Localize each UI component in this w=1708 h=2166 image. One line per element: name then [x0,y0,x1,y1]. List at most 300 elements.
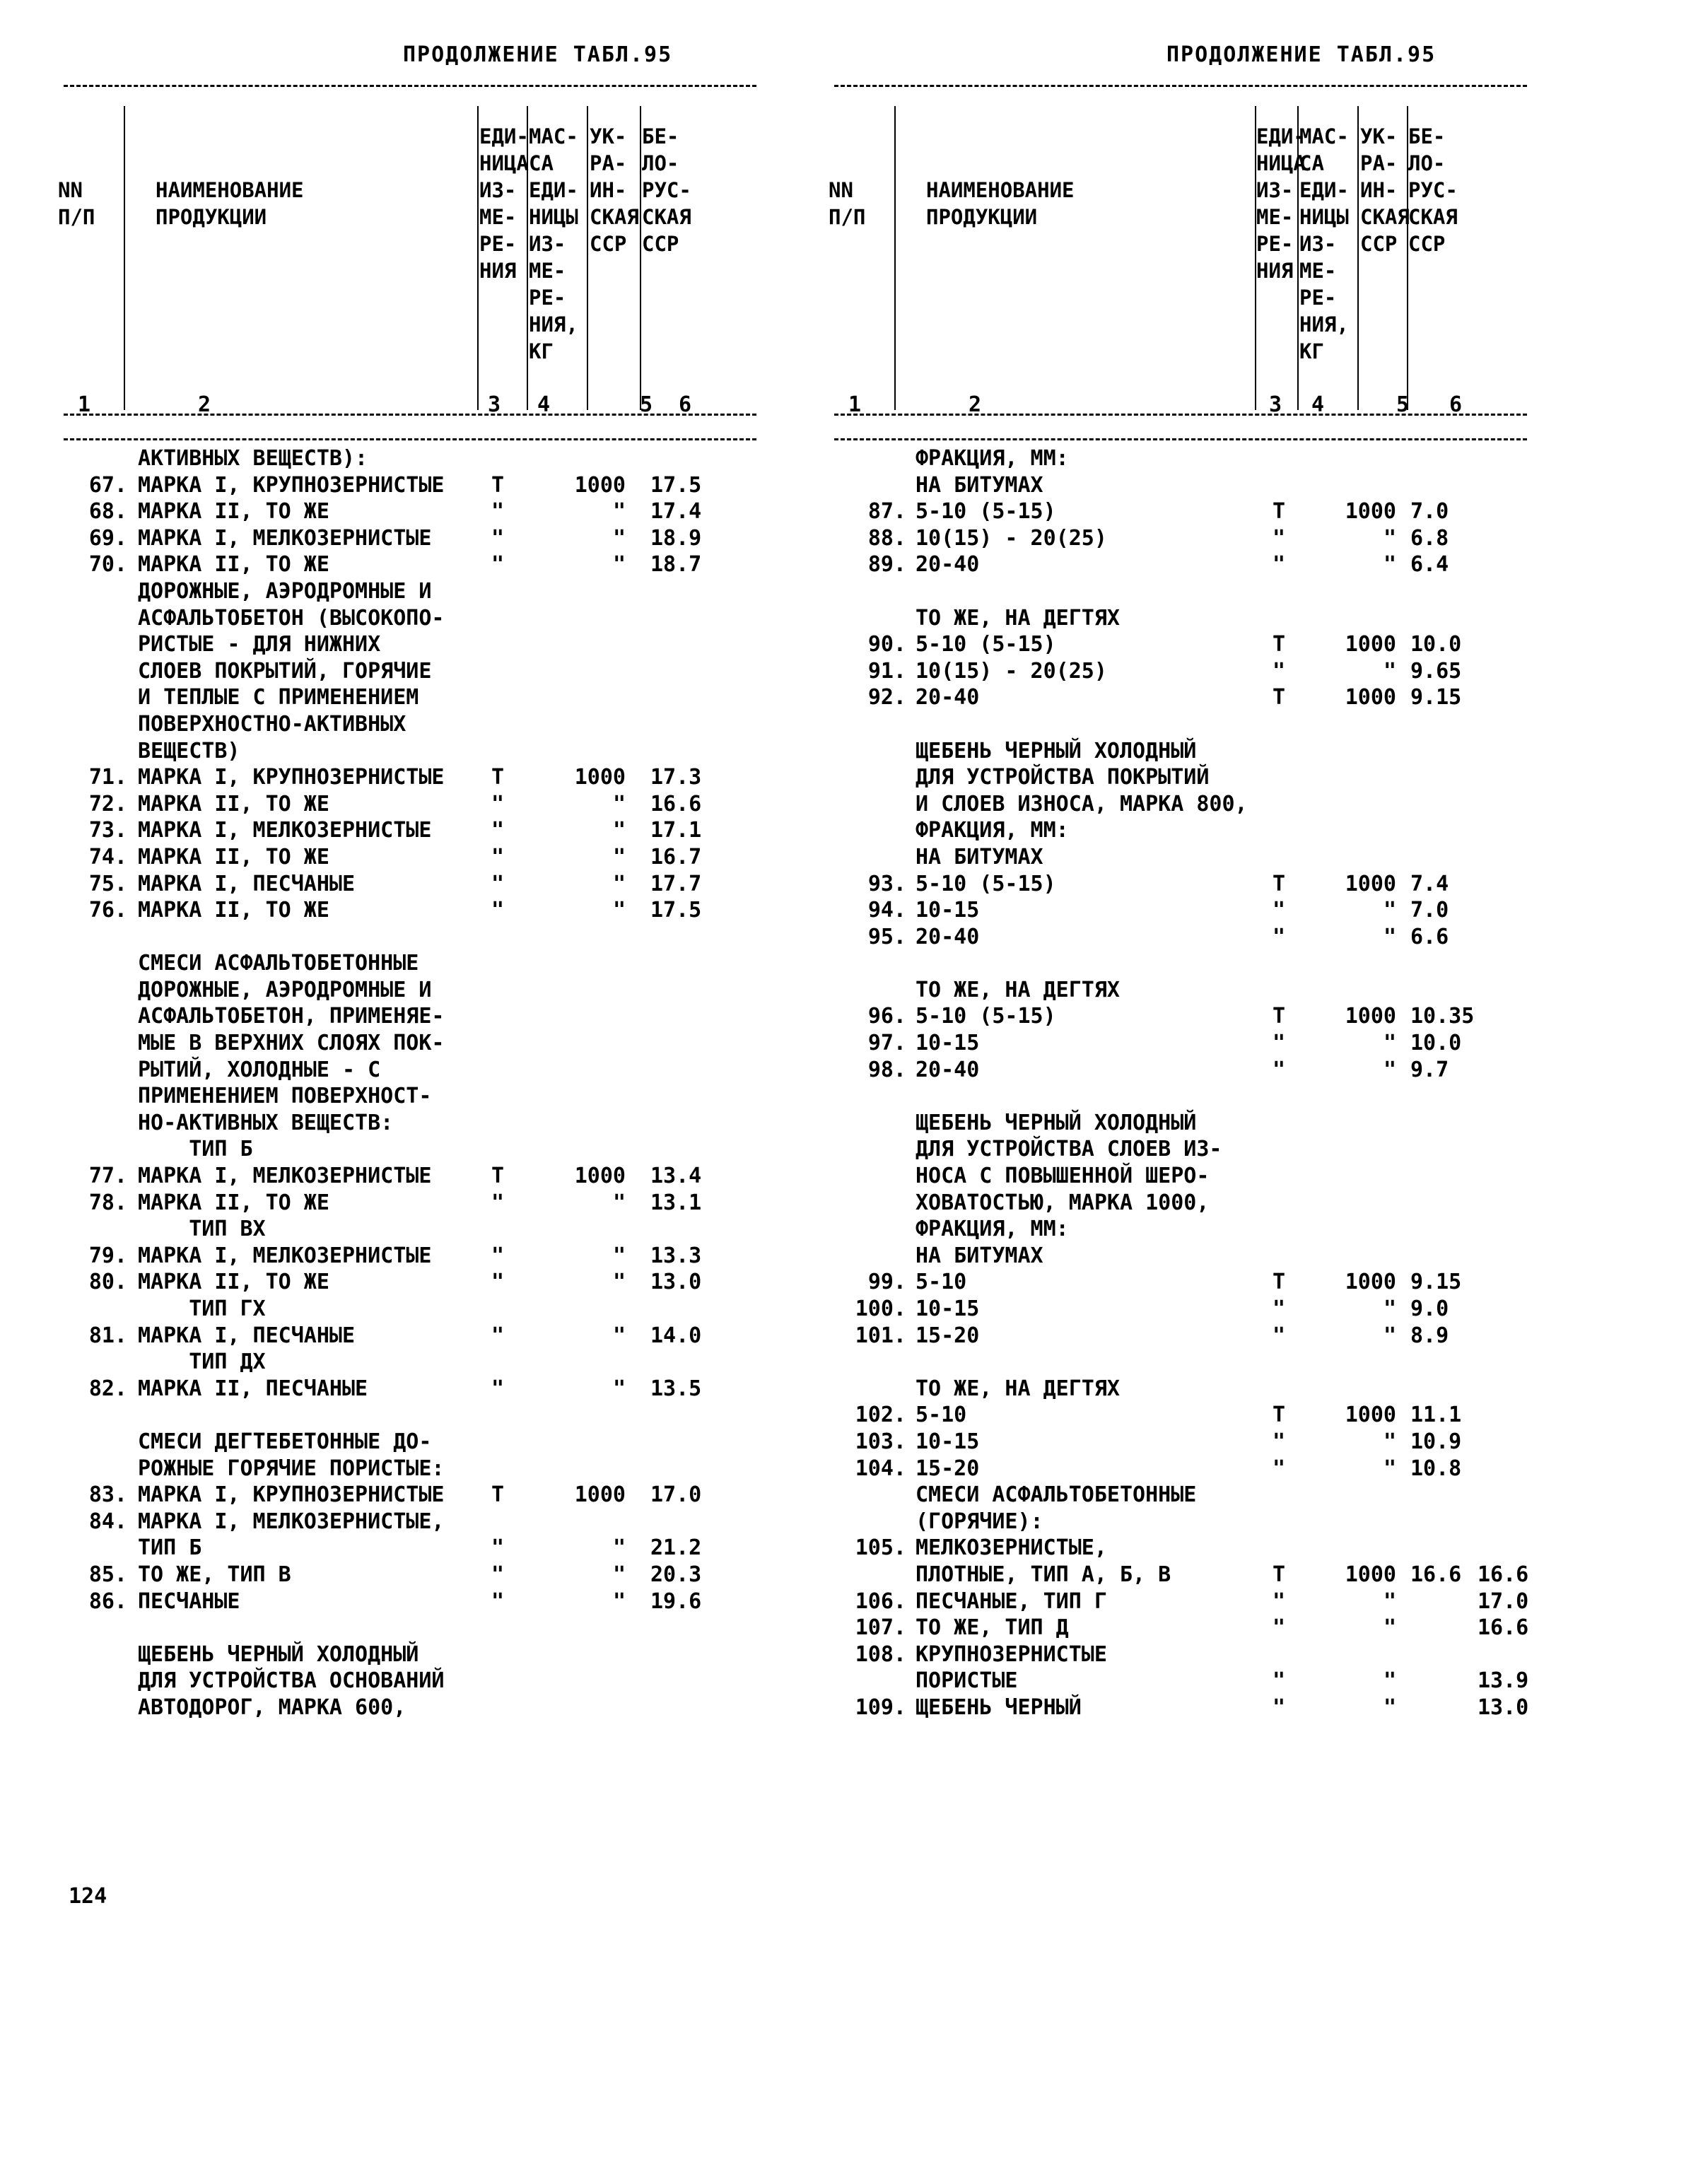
unit-cell: " [1273,1615,1286,1641]
unit-cell: " [1273,898,1286,923]
row-number: 72. [88,791,127,816]
row-number: 80. [88,1270,127,1295]
mass-cell: 1000 [1345,1270,1396,1295]
column-number: 2 [969,392,982,417]
product-name: МАРКА I, КРУПНОЗЕРНИСТЫЕ [138,472,445,498]
product-name: ФРАКЦИЯ, ММ: [916,818,1069,843]
product-name: МАРКА I, КРУПНОЗЕРНИСТЫЕ [138,1482,445,1508]
product-name: ТО ЖЕ, ТИП В [138,1562,291,1587]
unit-cell: Т [1273,1004,1286,1029]
column-number: 2 [198,392,211,417]
mass-cell: " [612,1323,626,1348]
unit-cell: " [491,1270,505,1295]
mass-cell: 1000 [1345,1562,1396,1587]
unit-cell: Т [1273,685,1286,710]
mass-cell: 1000 [574,472,626,498]
mass-cell: 1000 [574,1482,626,1508]
product-name: МАРКА II, ТО ЖЕ [138,898,329,923]
row-number: 93. [867,871,906,896]
header-nn: NN П/П [829,178,866,229]
unit-cell: " [1273,1296,1286,1321]
row-number: 95. [867,924,906,949]
ukraine-value: 10.8 [1410,1456,1462,1481]
product-name: ЩЕБЕНЬ ЧЕРНЫЙ ХОЛОДНЫЙ [138,1641,419,1667]
product-name: ФРАКЦИЯ, ММ: [916,446,1069,471]
unit-cell: " [491,818,505,843]
belarus-value: 16.6 [1478,1562,1529,1587]
unit-cell: " [1273,552,1286,578]
rule-line [834,85,1527,87]
mass-cell: " [1383,1323,1396,1348]
ukraine-value: 13.4 [650,1164,702,1189]
ukraine-value: 10.35 [1410,1004,1475,1029]
product-name: ТИП ГХ [138,1296,266,1321]
product-name: СМЕСИ АСФАЛЬТОБЕТОННЫЕ [916,1482,1197,1508]
row-number: 101. [855,1323,906,1348]
mass-cell: " [612,1535,626,1561]
column-number: 5 [640,392,653,417]
product-name: ТИП Б [138,1535,202,1561]
ukraine-value: 14.0 [650,1323,702,1348]
product-name: 10(15) - 20(25) [916,525,1107,551]
ukraine-value: 10.9 [1410,1429,1462,1454]
unit-cell: Т [491,765,505,790]
mass-cell: " [1383,1588,1396,1614]
table-header [829,106,1527,410]
product-name: ХОВАТОСТЬЮ, МАРКА 1000, [916,1190,1210,1215]
mass-cell: " [1383,1668,1396,1694]
ukraine-value: 17.4 [650,499,702,525]
product-name: 10-15 [916,1031,980,1056]
ukraine-value: 13.3 [650,1243,702,1268]
product-name: МЫЕ В ВЕРХНИХ СЛОЯХ ПОК- [138,1031,445,1056]
column-number: 6 [1449,392,1463,417]
ukraine-value: 16.6 [650,791,702,816]
product-name: МАРКА I, ПЕСЧАНЫЕ [138,1323,356,1348]
product-name: МАРКА I, ПЕСЧАНЫЕ [138,871,356,896]
product-name: (ГОРЯЧИЕ): [916,1509,1043,1534]
unit-cell: Т [1273,1562,1286,1587]
unit-cell: Т [491,1164,505,1189]
rule-line [64,85,756,87]
product-name: НА БИТУМАХ [916,844,1043,870]
ukraine-value: 7.4 [1410,871,1449,896]
column-number: 1 [78,392,91,417]
mass-cell: " [612,791,626,816]
ukraine-value: 17.3 [650,765,702,790]
unit-cell: " [1273,1429,1286,1454]
belarus-value: 16.6 [1478,1615,1529,1641]
ukraine-value: 11.1 [1410,1403,1462,1428]
product-name: ДЛЯ УСТРОЙСТВА ОСНОВАНИЙ [138,1668,445,1694]
header-column-divider [640,106,641,410]
product-name: СМЕСИ ДЕГТЕБЕТОННЫЕ ДО- [138,1429,432,1454]
product-name: АВТОДОРОГ, МАРКА 600, [138,1694,406,1720]
header-belarus: БЕ- ЛО- РУС- СКАЯ ССР [642,124,691,256]
ukraine-value: 9.15 [1410,685,1462,710]
product-name: ЩЕБЕНЬ ЧЕРНЫЙ ХОЛОДНЫЙ [916,738,1197,763]
row-number: 78. [88,1190,127,1215]
unit-cell: " [1273,1456,1286,1481]
ukraine-value: 6.6 [1410,924,1449,949]
product-name: МАРКА I, МЕЛКОЗЕРНИСТЫЕ [138,1164,432,1189]
unit-cell: " [1273,1588,1286,1614]
unit-cell: Т [1273,632,1286,657]
row-number: 69. [88,525,127,551]
product-name: 5-10 (5-15) [916,1004,1056,1029]
product-name: 5-10 [916,1403,967,1428]
mass-cell: 1000 [574,1164,626,1189]
product-name: СМЕСИ АСФАЛЬТОБЕТОННЫЕ [138,951,419,976]
row-number: 97. [867,1031,906,1056]
unit-cell: " [491,1535,505,1561]
row-number: 92. [867,685,906,710]
ukraine-value: 19.6 [650,1588,702,1614]
mass-cell: " [1383,1031,1396,1056]
row-number: 76. [88,898,127,923]
header-unit: ЕДИ- НИЦА ИЗ- МЕ- РЕ- НИЯ [1256,124,1306,283]
row-number: 90. [867,632,906,657]
continuation-title: ПРОДОЛЖЕНИЕ ТАБЛ.95 [1166,42,1437,67]
header-column-divider [587,106,588,410]
rule-line [64,438,756,440]
header-ukraine: УК- РА- ИН- СКАЯ ССР [590,124,639,256]
unit-cell: " [1273,1668,1286,1694]
unit-cell: " [491,898,505,923]
product-name: ПЕСЧАНЫЕ [138,1588,240,1614]
product-name: МАРКА I, МЕЛКОЗЕРНИСТЫЕ [138,818,432,843]
row-number: 103. [855,1429,906,1454]
product-name: МАРКА II, ТО ЖЕ [138,552,329,578]
header-name: НАИМЕНОВАНИЕ ПРОДУКЦИИ [926,178,1075,229]
belarus-value: 13.0 [1478,1694,1529,1720]
row-number: 86. [88,1588,127,1614]
ukraine-value: 17.7 [650,871,702,896]
product-name: 10-15 [916,1429,980,1454]
mass-cell: " [612,1376,626,1401]
product-name: РОЖНЫЕ ГОРЯЧИЕ ПОРИСТЫЕ: [138,1456,445,1481]
unit-cell: " [1273,658,1286,684]
unit-cell: " [491,1243,505,1268]
ukraine-value: 9.15 [1410,1270,1462,1295]
row-number: 87. [867,499,906,525]
product-name: МЕЛКОЗЕРНИСТЫЕ, [916,1535,1107,1561]
product-name: 5-10 (5-15) [916,632,1056,657]
column-number: 4 [537,392,551,417]
mass-cell: " [1383,658,1396,684]
ukraine-value: 13.0 [650,1270,702,1295]
product-name: ДОРОЖНЫЕ, АЭРОДРОМНЫЕ И [138,578,432,604]
unit-cell: " [491,871,505,896]
ukraine-value: 6.4 [1410,552,1449,578]
product-name: ДЛЯ УСТРОЙСТВА СЛОЕВ ИЗ- [916,1137,1222,1162]
product-name: 10-15 [916,1296,980,1321]
product-name: КРУПНОЗЕРНИСТЫЕ [916,1641,1107,1667]
product-name: ТО ЖЕ, ТИП Д [916,1615,1069,1641]
column-numbers [64,392,756,421]
product-name: РЫТИЙ, ХОЛОДНЫЕ - С [138,1057,381,1082]
header-belarus: БЕ- ЛО- РУС- СКАЯ ССР [1408,124,1458,256]
header-unit: ЕДИ- НИЦА ИЗ- МЕ- РЕ- НИЯ [479,124,529,283]
unit-cell: Т [1273,871,1286,896]
product-name: 5-10 [916,1270,967,1295]
product-name: 5-10 (5-15) [916,871,1056,896]
ukraine-value: 17.5 [650,472,702,498]
product-name: НОСА С ПОВЫШЕННОЙ ШЕРО- [916,1164,1210,1189]
ukraine-value: 9.65 [1410,658,1462,684]
row-number: 99. [867,1270,906,1295]
mass-cell: " [1383,898,1396,923]
header-column-divider [477,106,479,410]
mass-cell: " [1383,1296,1396,1321]
unit-cell: " [491,844,505,870]
ukraine-value: 13.1 [650,1190,702,1215]
mass-cell: " [612,818,626,843]
product-name: СЛОЕВ ПОКРЫТИЙ, ГОРЯЧИЕ [138,658,432,684]
ukraine-value: 9.7 [1410,1057,1449,1082]
product-name: 10-15 [916,898,980,923]
mass-cell: " [1383,1456,1396,1481]
header-ukraine: УК- РА- ИН- СКАЯ ССР [1360,124,1410,256]
product-name: НА БИТУМАХ [916,1243,1043,1268]
product-name: ДОРОЖНЫЕ, АЭРОДРОМНЫЕ И [138,977,432,1002]
ukraine-value: 10.0 [1410,1031,1462,1056]
mass-cell: 1000 [574,765,626,790]
row-number: 75. [88,871,127,896]
mass-cell: " [1383,1429,1396,1454]
unit-cell: " [491,1588,505,1614]
row-number: 88. [867,525,906,551]
row-number: 82. [88,1376,127,1401]
product-name: ТИП ДХ [138,1350,266,1375]
unit-cell: Т [1273,499,1286,525]
product-name: ПЕСЧАНЫЕ, ТИП Г [916,1588,1107,1614]
unit-cell: " [491,1190,505,1215]
ukraine-value: 6.8 [1410,525,1449,551]
row-number: 67. [88,472,127,498]
table-header [58,106,756,410]
product-name: 20-40 [916,552,980,578]
product-name: ПОВЕРХНОСТНО-АКТИВНЫХ [138,711,406,737]
column-number: 6 [679,392,692,417]
product-name: НО-АКТИВНЫХ ВЕЩЕСТВ: [138,1110,394,1135]
product-name: 20-40 [916,924,980,949]
product-name: МАРКА I, МЕЛКОЗЕРНИСТЫЕ [138,1243,432,1268]
row-number: 70. [88,552,127,578]
ukraine-value: 18.7 [650,552,702,578]
mass-cell: " [612,525,626,551]
product-name: АСФАЛЬТОБЕТОН (ВЫСОКОПО- [138,605,445,631]
unit-cell: " [1273,1031,1286,1056]
row-number: 94. [867,898,906,923]
ukraine-value: 8.9 [1410,1323,1449,1348]
header-mass: МАС- СА ЕДИ- НИЦЫ ИЗ- МЕ- РЕ- НИЯ, КГ [529,124,578,363]
row-number: 96. [867,1004,906,1029]
product-name: РИСТЫЕ - ДЛЯ НИЖНИХ [138,632,381,657]
product-name: 20-40 [916,1057,980,1082]
rule-line [834,438,1527,440]
ukraine-value: 18.9 [650,525,702,551]
mass-cell: 1000 [1345,499,1396,525]
mass-cell: " [612,499,626,525]
mass-cell: " [612,1270,626,1295]
belarus-value: 17.0 [1478,1588,1529,1614]
product-name: 10(15) - 20(25) [916,658,1107,684]
product-name: МАРКА II, ТО ЖЕ [138,791,329,816]
belarus-value: 13.9 [1478,1668,1529,1694]
mass-cell: " [612,1190,626,1215]
unit-cell: Т [1273,1403,1286,1428]
product-name: И СЛОЕВ ИЗНОСА, МАРКА 800, [916,791,1248,816]
unit-cell: " [1273,1694,1286,1720]
product-name: 15-20 [916,1323,980,1348]
unit-cell: " [491,791,505,816]
row-number: 85. [88,1562,127,1587]
product-name: ПРИМЕНЕНИЕМ ПОВЕРХНОСТ- [138,1084,432,1109]
unit-cell: " [1273,1057,1286,1082]
header-name: НАИМЕНОВАНИЕ ПРОДУКЦИИ [156,178,304,229]
unit-cell: Т [491,1482,505,1508]
row-number: 106. [855,1588,906,1614]
header-nn: NN П/П [58,178,95,229]
mass-cell: " [1383,1057,1396,1082]
mass-cell: " [1383,552,1396,578]
ukraine-value: 17.1 [650,818,702,843]
product-name: И ТЕПЛЫЕ С ПРИМЕНЕНИЕМ [138,685,419,710]
unit-cell: " [1273,924,1286,949]
mass-cell: " [612,898,626,923]
unit-cell: " [491,552,505,578]
ukraine-value: 20.3 [650,1562,702,1587]
mass-cell: " [612,844,626,870]
unit-cell: Т [491,472,505,498]
row-number: 102. [855,1403,906,1428]
row-number: 105. [855,1535,906,1561]
column-number: 1 [848,392,862,417]
row-number: 100. [855,1296,906,1321]
mass-cell: " [612,1243,626,1268]
row-number: 98. [867,1057,906,1082]
product-name: МАРКА I, МЕЛКОЗЕРНИСТЫЕ, [138,1509,445,1534]
row-number: 83. [88,1482,127,1508]
mass-cell: " [612,552,626,578]
product-name: ТО ЖЕ, НА ДЕГТЯХ [916,1376,1120,1401]
product-name: ТО ЖЕ, НА ДЕГТЯХ [916,605,1120,631]
product-name: 20-40 [916,685,980,710]
row-number: 91. [867,658,906,684]
row-number: 89. [867,552,906,578]
product-name: ПЛОТНЫЕ, ТИП А, Б, В [916,1562,1171,1587]
row-number: 74. [88,844,127,870]
row-number: 104. [855,1456,906,1481]
column-number: 4 [1311,392,1325,417]
mass-cell: " [1383,924,1396,949]
product-name: АСФАЛЬТОБЕТОН, ПРИМЕНЯЕ- [138,1004,445,1029]
header-column-divider [1357,106,1359,410]
row-number: 109. [855,1694,906,1720]
product-name: ТИП Б [138,1137,253,1162]
header-column-divider [124,106,125,410]
row-number: 71. [88,765,127,790]
ukraine-value: 21.2 [650,1535,702,1561]
unit-cell: " [491,1323,505,1348]
unit-cell: " [491,499,505,525]
unit-cell: " [1273,525,1286,551]
mass-cell: " [1383,1694,1396,1720]
unit-cell: " [491,1376,505,1401]
unit-cell: " [491,1562,505,1587]
product-name: МАРКА II, ПЕСЧАНЫЕ [138,1376,368,1401]
unit-cell: " [1273,1323,1286,1348]
column-number: 3 [1269,392,1282,417]
product-name: ВЕЩЕСТВ) [138,738,240,763]
ukraine-value: 17.0 [650,1482,702,1508]
product-name: ЩЕБЕНЬ ЧЕРНЫЙ [916,1694,1082,1720]
mass-cell: " [1383,1615,1396,1641]
row-number: 84. [88,1509,127,1534]
product-name: МАРКА I, МЕЛКОЗЕРНИСТЫЕ [138,525,432,551]
mass-cell: 1000 [1345,685,1396,710]
product-name: ФРАКЦИЯ, ММ: [916,1217,1069,1242]
product-name: 15-20 [916,1456,980,1481]
product-name: МАРКА I, КРУПНОЗЕРНИСТЫЕ [138,765,445,790]
row-number: 81. [88,1323,127,1348]
product-name: МАРКА II, ТО ЖЕ [138,1190,329,1215]
mass-cell: 1000 [1345,1004,1396,1029]
product-name: ЩЕБЕНЬ ЧЕРНЫЙ ХОЛОДНЫЙ [916,1110,1197,1135]
header-mass: МАС- СА ЕДИ- НИЦЫ ИЗ- МЕ- РЕ- НИЯ, КГ [1299,124,1349,363]
page-number: 124 [69,1884,107,1909]
product-name: АКТИВНЫХ ВЕЩЕСТВ): [138,446,368,471]
product-name: МАРКА II, ТО ЖЕ [138,499,329,525]
column-numbers [834,392,1527,421]
mass-cell: " [612,1588,626,1614]
mass-cell: " [612,1562,626,1587]
mass-cell: 1000 [1345,632,1396,657]
row-number: 79. [88,1243,127,1268]
ukraine-value: 16.6 [1410,1562,1462,1587]
continuation-title: ПРОДОЛЖЕНИЕ ТАБЛ.95 [403,42,673,67]
ukraine-value: 13.5 [650,1376,702,1401]
product-name: НА БИТУМАХ [916,472,1043,498]
column-number: 5 [1396,392,1410,417]
row-number: 68. [88,499,127,525]
ukraine-value: 10.0 [1410,632,1462,657]
ukraine-value: 16.7 [650,844,702,870]
row-number: 73. [88,818,127,843]
mass-cell: " [612,871,626,896]
row-number: 108. [855,1641,906,1667]
header-column-divider [894,106,896,410]
product-name: ТО ЖЕ, НА ДЕГТЯХ [916,977,1120,1002]
ukraine-value: 9.0 [1410,1296,1449,1321]
product-name: 5-10 (5-15) [916,499,1056,525]
product-name: ДЛЯ УСТРОЙСТВА ПОКРЫТИЙ [916,765,1210,790]
row-number: 77. [88,1164,127,1189]
product-name: МАРКА II, ТО ЖЕ [138,844,329,870]
mass-cell: " [1383,525,1396,551]
unit-cell: " [491,525,505,551]
ukraine-value: 17.5 [650,898,702,923]
row-number: 107. [855,1615,906,1641]
product-name: ТИП ВХ [138,1217,266,1242]
mass-cell: 1000 [1345,1403,1396,1428]
mass-cell: 1000 [1345,871,1396,896]
ukraine-value: 7.0 [1410,499,1449,525]
unit-cell: Т [1273,1270,1286,1295]
product-name: ПОРИСТЫЕ [916,1668,1018,1694]
column-number: 3 [488,392,501,417]
